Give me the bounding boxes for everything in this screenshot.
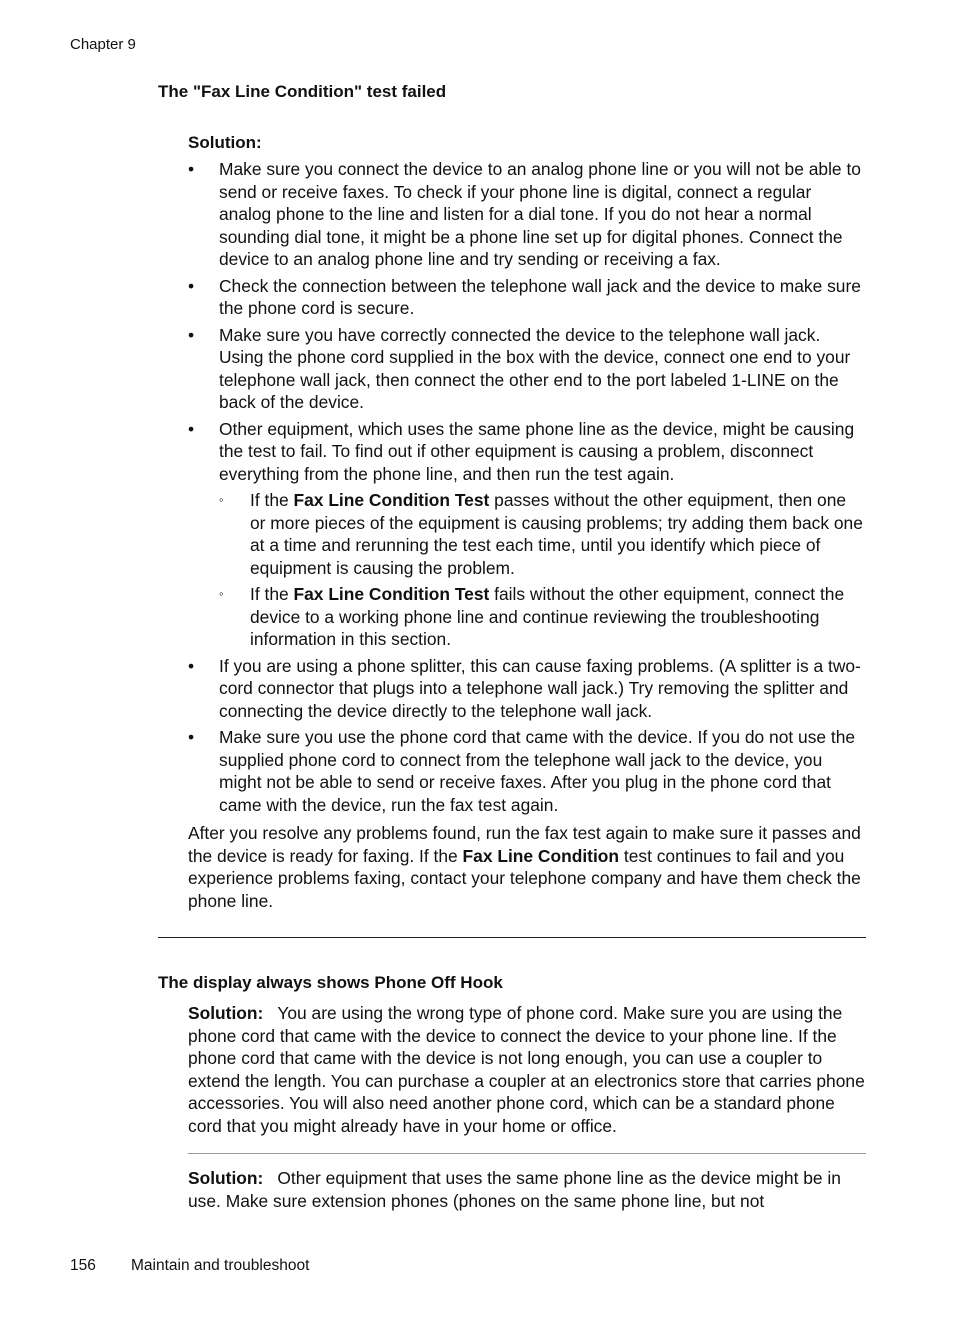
solution-label: Solution: (188, 1168, 264, 1188)
bold-term: Fax Line Condition Test (293, 584, 490, 604)
solution-label: Solution: (188, 133, 262, 152)
solution-paragraph: Solution: Other equipment that uses the same phone line as the device might be in use. Make sure extension phones (phones on the same phone line, but not (188, 1168, 841, 1211)
bold-term: Fax Line Condition (462, 845, 620, 866)
list-item: • Check the connection between the telephone wall jack and the device to make sure the phone cord is secure. (188, 275, 866, 320)
bullet-list (188, 158, 866, 816)
bold-term: Fax Line Condition Test (293, 490, 490, 510)
closing-paragraph: After you resolve any problems found, run the fax test again to make sure it passes and the device is ready for faxing. If the Fax Line Condition test continues to fail and you experience problems faxing, contact your telephone company and have them check the phone line. (188, 823, 861, 911)
sub-bullet-list (219, 489, 866, 651)
solution-label: Solution: (188, 1003, 264, 1023)
list-item: • Make sure you use the phone cord that came with the device. If you do not use the supplied phone cord to connect from the telephone wall jack to the device, you might not be able to send or receive faxes. After you plug in the phone cord that came with the device, run the fax test again. (188, 726, 866, 816)
chapter-header: Chapter 9 (70, 36, 136, 53)
solution-body (188, 158, 866, 820)
sub-list-item: ◦ If the Fax Line Condition Test fails without the other equipment, connect the device to a working phone line and continue reviewing the troubleshooting information in this section. (219, 583, 866, 651)
footer-section-title: Maintain and troubleshoot (131, 1257, 310, 1274)
list-item-text: Other equipment, which uses the same phone line as the device, might be causing the test to fail. To find out if other equipment is causing a problem, disconnect everything from the phone line, and then run the test again. (219, 418, 855, 484)
section-heading-fax-line-condition: The "Fax Line Condition" test failed (158, 82, 447, 101)
solution-divider (188, 1153, 866, 1154)
list-item: • Make sure you have correctly connected the device to the telephone wall jack. Using the phone cord supplied in the box with the device, connect one end to your telephone wall jack, then connect the other end to the port labeled 1-LINE on the back of the device. (188, 324, 866, 414)
sub-list-item: ◦ If the Fax Line Condition Test passes without the other equipment, then one or more pieces of the equipment is causing problems; try adding them back one at a time and rerunning the test each time, until you identify which piece of equipment is causing the problem. (219, 489, 866, 579)
list-item: • Make sure you connect the device to an analog phone line or you will not be able to send or receive faxes. To check if your phone line is digital, connect a regular analog phone to the line and listen for a dial tone. If you do not hear a normal sounding dial tone, it might be a phone line set up for digital phones. Connect the device to an analog phone line and try sending or receiving a fax. (188, 158, 866, 271)
page-number: 156 (70, 1257, 96, 1274)
list-item (188, 418, 866, 651)
section-divider (158, 937, 866, 938)
solution-paragraph: Solution: You are using the wrong type of phone cord. Make sure you are using the phone cord that came with the device to connect the device to your phone line. If the phone cord that came with the device is not long enough, you can use a coupler to extend the length. You can purchase a coupler at an electronics store that carries phone accessories. You will also need another phone cord, which can be a standard phone cord that you might already have in your home or office. (188, 1003, 865, 1136)
list-item: • If you are using a phone splitter, this can cause faxing problems. (A splitter is a two-cord connector that plugs into a telephone wall jack.) Try removing the splitter and connecting the device directly to the telephone wall jack. (188, 655, 866, 723)
section-heading-phone-off-hook: The display always shows Phone Off Hook (158, 973, 503, 992)
